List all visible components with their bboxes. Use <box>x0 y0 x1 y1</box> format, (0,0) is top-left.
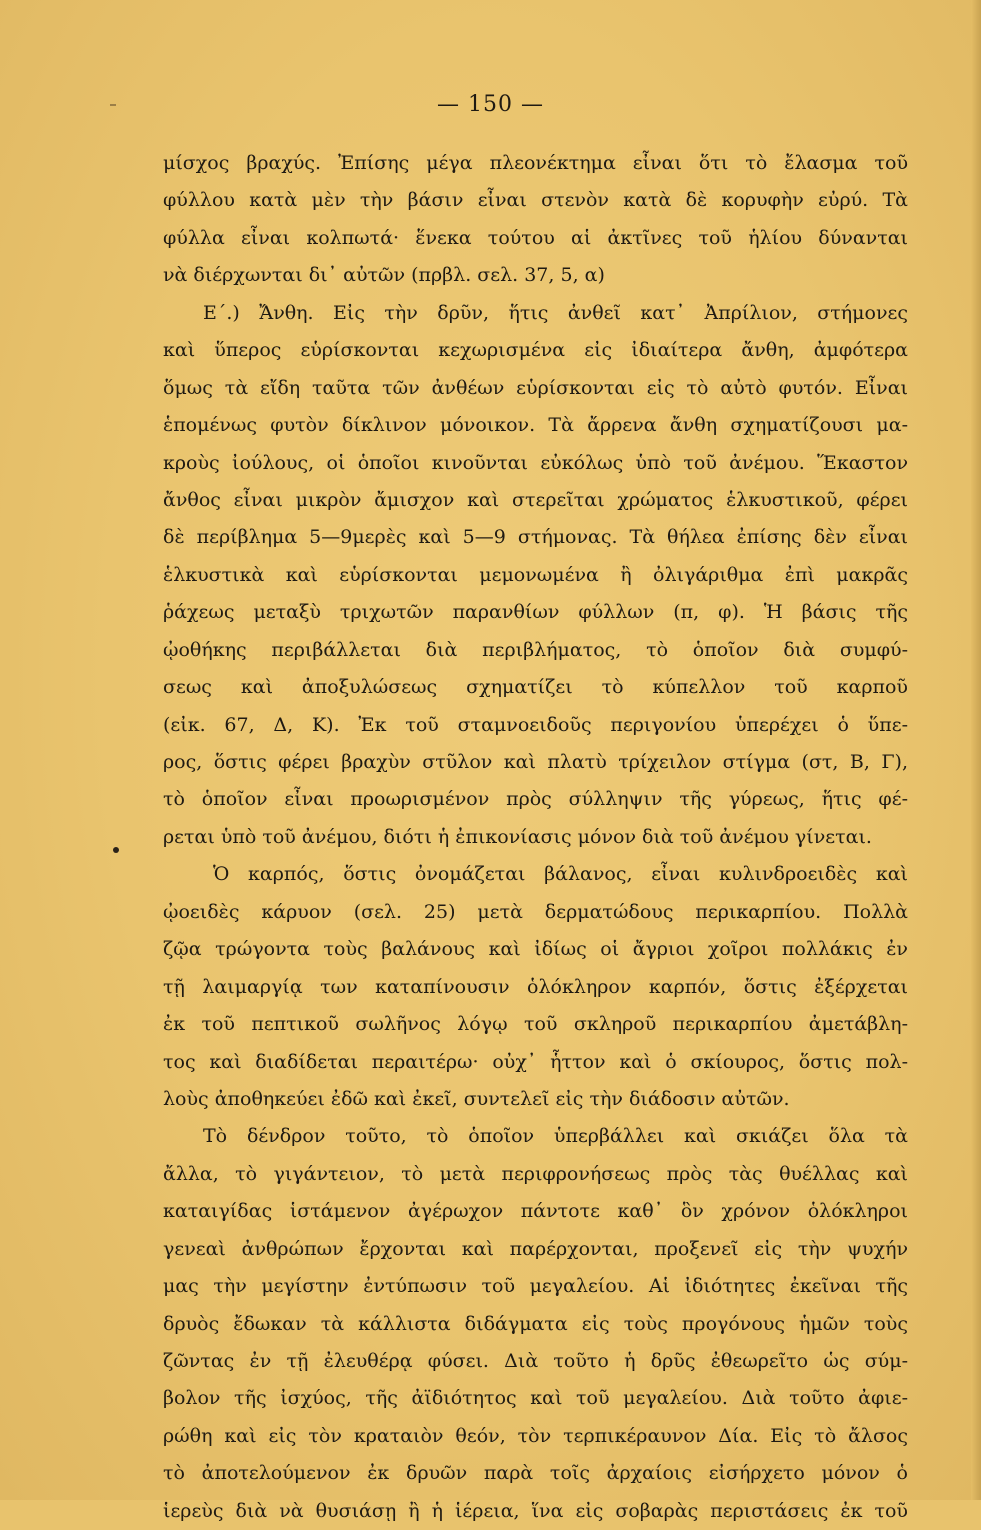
text-line: ᾠοθήκης περιβάλλεται διὰ περιβλήματος, τὸ ὁποῖον διὰ συμφύ- <box>163 638 908 661</box>
text-line: (εἰκ. 67, Δ, Κ). Ἐκ τοῦ σταμνοειδοῦς περιγονίου ὑπερέχει ὁ ὕπε- <box>163 713 908 736</box>
text-line: μας τὴν μεγίστην ἐντύπωσιν τοῦ μεγαλείου. Αἱ ἰδιότητες ἐκεῖναι τῆς <box>163 1275 908 1298</box>
text-line: σεως καὶ ἀποξυλώσεως σχηματίζει τὸ κύπελλον τοῦ καρποῦ <box>163 676 908 699</box>
text-line: ἑλκυστικὰ καὶ εὑρίσκονται μεμονωμένα ἢ ὀλιγάριθμα ἐπὶ μακρᾶς <box>163 563 908 586</box>
text-line: φύλλου κατὰ μὲν τὴν βάσιν εἶναι στενὸν κατὰ δὲ κορυφὴν εὐρύ. Τὰ <box>163 189 908 212</box>
text-line: ρος, ὅστις φέρει βραχὺν στῦλον καὶ πλατὺ τρίχειλον στίγμα (στ, Β, Γ), <box>163 751 908 773</box>
text-line: τὸ ἀποτελούμενον ἐκ δρυῶν παρὰ τοῖς ἀρχαίοις εἰσήρχετο μόνον ὁ <box>163 1462 908 1485</box>
text-line: βολον τῆς ἰσχύος, τῆς ἀϊδιότητος καὶ τοῦ μεγαλείου. Διὰ τοῦτο ἀφιε- <box>163 1387 908 1410</box>
text-line: νὰ διέρχωνται δι᾽ αὐτῶν (πρβλ. σελ. 37, 5, α) <box>163 264 605 287</box>
text-line: τὸ ὁποῖον εἶναι προωρισμένον πρὸς σύλληψιν τῆς γύρεως, ἥτις φέ- <box>163 788 908 811</box>
page-edge <box>971 0 981 1500</box>
text-line: μίσχος βραχύς. Ἐπίσης μέγα πλεονέκτημα εἶναι ὅτι τὸ ἔλασμα τοῦ <box>163 152 908 174</box>
text-line: ρώθη καὶ εἰς τὸν κραταιὸν θεόν, τὸν τερπικέραυνον Δία. Εἰς τὸ ἄλσος <box>163 1424 908 1447</box>
text-line: τῇ λαιμαργίᾳ των καταπίνουσιν ὁλόκληρον καρπόν, ὅστις ἐξέρχεται <box>163 975 908 998</box>
text-line: ἄλλα, τὸ γιγάντειον, τὸ μετὰ περιφρονήσεως πρὸς τὰς θυέλλας καὶ <box>163 1162 908 1185</box>
text-line: γενεαὶ ἀνθρώπων ἔρχονται καὶ παρέρχονται, προξενεῖ εἰς τὴν ψυχήν <box>163 1237 908 1260</box>
text-line: κροὺς ἰούλους, οἱ ὁποῖοι κινοῦνται εὐκόλως ὑπὸ τοῦ ἀνέμου. Ἕκαστον <box>163 451 908 474</box>
text-line: ἄνθος εἶναι μικρὸν ἄμισχον καὶ στερεῖται χρώματος ἑλκυστικοῦ, φέρει <box>163 488 908 511</box>
text-line: ἱερεὺς διὰ νὰ θυσιάσῃ ἢ ἡ ἱέρεια, ἵνα εἰς σοβαρὰς περιστάσεις ἐκ τοῦ <box>163 1499 908 1522</box>
margin-dot <box>113 847 119 853</box>
text-line: ζῶντας ἐν τῇ ἐλευθέρᾳ φύσει. Διὰ τοῦτο ἡ δρῦς ἐθεωρεῖτο ὡς σύμ- <box>163 1350 908 1372</box>
text-line: ζῷα τρώγοντα τοὺς βαλάνους καὶ ἰδίως οἱ ἄγριοι χοῖροι πολλάκις ἐν <box>163 938 908 961</box>
text-line: ἑπομένως φυτὸν δίκλινον μόνοικον. Τὰ ἄρρενα ἄνθη σχηματίζουσι μα- <box>163 414 908 437</box>
text-line: φύλλα εἶναι κολπωτά· ἕνεκα τούτου αἱ ἀκτῖνες τοῦ ἡλίου δύνανται <box>163 226 908 249</box>
body-text <box>163 145 908 1530</box>
text-line: ρεται ὑπὸ τοῦ ἀνέμου, διότι ἡ ἐπικονίασις μόνον διὰ τοῦ ἀνέμου γίνεται. <box>163 825 872 848</box>
text-line: ὅμως τὰ εἴδη ταῦτα τῶν ἀνθέων εὑρίσκονται εἰς τὸ αὐτὸ φυτόν. Εἶναι <box>163 376 908 399</box>
text-line: δὲ περίβλημα 5—9μερὲς καὶ 5—9 στήμονας. Τὰ θήλεα ἐπίσης δὲν εἶναι <box>163 526 908 549</box>
text-line: καταιγίδας ἱστάμενον ἀγέρωχον πάντοτε καθ᾽ ὃν χρόνον ὁλόκληροι <box>163 1200 908 1223</box>
paragraph-start-line: Τὸ δένδρον τοῦτο, τὸ ὁποῖον ὑπερβάλλει καὶ σκιάζει ὅλα τὰ <box>203 1125 908 1148</box>
text-line: λοὺς ἀποθηκεύει ἐδῶ καὶ ἐκεῖ, συντελεῖ εἰς τὴν διάδοσιν αὐτῶν. <box>163 1087 790 1110</box>
page-number: — 150 — <box>437 92 544 117</box>
text-line: τος καὶ διαδίδεται περαιτέρω· οὐχ᾽ ἧττον καὶ ὁ σκίουρος, ὅστις πολ- <box>163 1050 908 1073</box>
paragraph-start-line: Ὁ καρπός, ὅστις ὀνομάζεται βάλανος, εἶναι κυλινδροειδὲς καὶ <box>213 863 908 886</box>
text-line: δρυὸς ἔδωκαν τὰ κάλλιστα διδάγματα εἰς τοὺς προγόνους ἡμῶν τοὺς <box>163 1312 908 1335</box>
section-heading-line: Ε΄.) Ἄνθη. Εἰς τὴν δρῦν, ἥτις ἀνθεῖ κατ᾽ Ἀπρίλιον, στήμονες <box>203 301 908 324</box>
text-line: ᾠοειδὲς κάρυον (σελ. 25) μετὰ δερματώδους περικαρπίου. Πολλὰ <box>163 900 908 923</box>
text-line: καὶ ὕπερος εὑρίσκονται κεχωρισμένα εἰς ἰδιαίτερα ἄνθη, ἀμφότερα <box>163 339 908 362</box>
text-line: ἐκ τοῦ πεπτικοῦ σωλῆνος λόγῳ τοῦ σκληροῦ περικαρπίου ἀμετάβλη- <box>163 1013 908 1036</box>
text-line: ῥάχεως μεταξὺ τριχωτῶν παρανθίων φύλλων (π, φ). Ἡ βάσις τῆς <box>163 601 908 624</box>
